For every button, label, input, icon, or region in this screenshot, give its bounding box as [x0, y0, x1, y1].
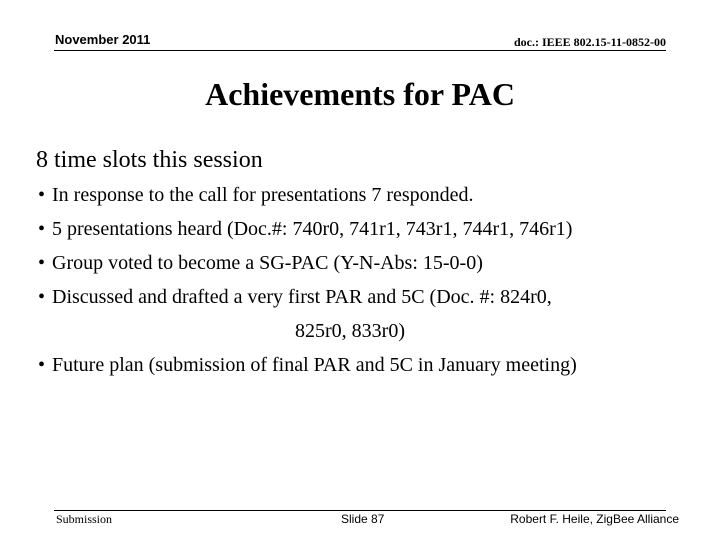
header-doc-id: doc.: IEEE 802.15-11-0852-00 — [513, 35, 666, 49]
footer-author: Robert F. Heile, ZigBee Alliance — [510, 512, 679, 526]
bullet-text: Group voted to become a SG-PAC (Y-N-Abs: 15-0-0) — [52, 252, 483, 274]
bullet-continuation: 825r0, 833r0) — [295, 320, 405, 342]
footer-slide-number: Slide 87 — [341, 512, 385, 526]
bullet-marker: • — [38, 184, 46, 206]
bullet-text: Discussed and drafted a very first PAR and 5C (Doc. #: 824r0, — [52, 286, 552, 308]
bullet-marker: • — [38, 218, 46, 240]
bullet-item — [38, 178, 698, 212]
bullet-text: 5 presentations heard (Doc.#: 740r0, 741r1, 743r1, 744r1, 746r1) — [52, 218, 573, 240]
bullet-item — [38, 246, 698, 280]
bullet-marker: • — [38, 286, 46, 308]
footer-submission: Submission — [56, 512, 113, 526]
header-divider — [54, 50, 666, 51]
bullet-text: In response to the call for presentations 7 responded. — [52, 184, 474, 206]
bullet-item — [38, 212, 698, 246]
footer-divider — [54, 510, 666, 511]
bullet-list — [38, 178, 698, 382]
bullet-item — [38, 348, 698, 382]
bullet-text: Future plan (submission of final PAR and 5C in January meeting) — [52, 354, 577, 376]
slide-title: Achievements for PAC — [205, 76, 515, 112]
bullet-item — [38, 280, 698, 348]
bullet-marker: • — [38, 354, 46, 376]
slide-subtitle: 8 time slots this session — [36, 147, 263, 173]
header-date: November 2011 — [55, 32, 151, 47]
bullet-marker: • — [38, 252, 46, 274]
